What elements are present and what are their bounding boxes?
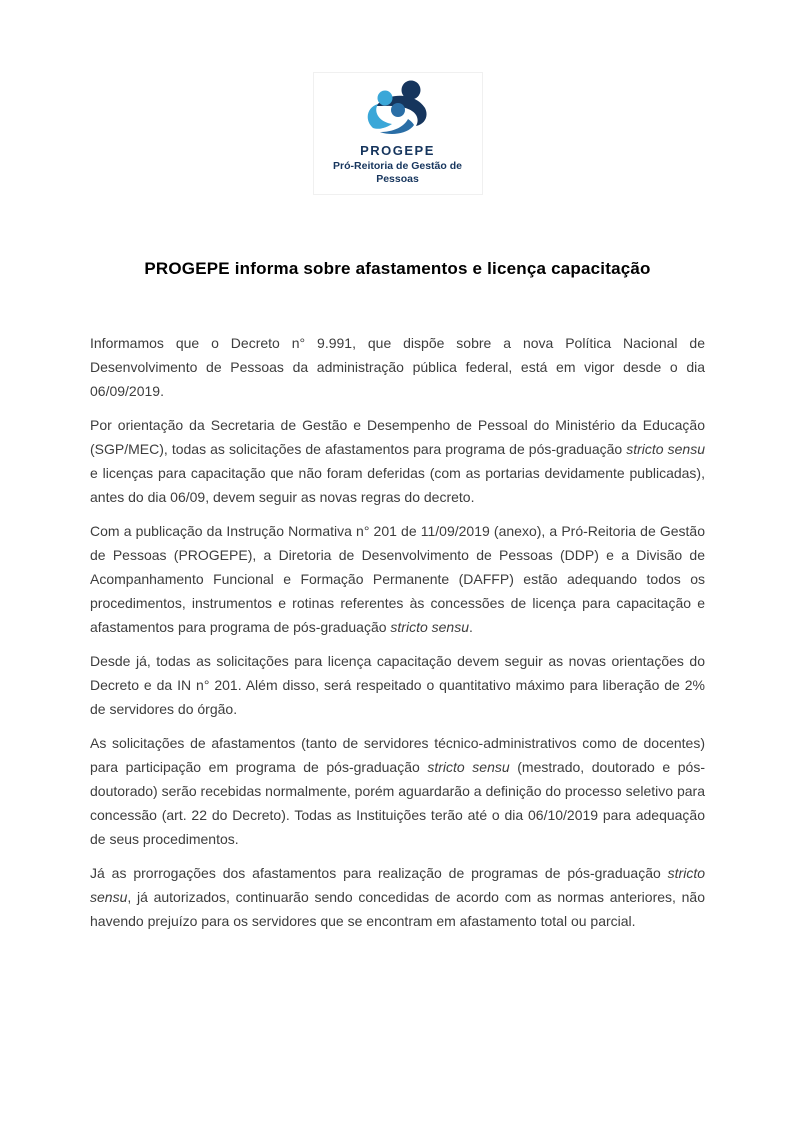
text-run: . <box>469 619 473 635</box>
progepe-logo <box>313 72 483 195</box>
italic-run: stricto sensu <box>427 759 510 775</box>
italic-run: stricto sensu <box>390 619 469 635</box>
paragraph <box>90 861 705 933</box>
document-body <box>90 331 705 933</box>
paragraph <box>90 413 705 509</box>
text-run: e licenças para capacitação que não foram deferidas (com as portarias devidamente publicadas), antes do dia 06/09, devem seguir as novas regras do decreto. <box>90 465 705 505</box>
paragraph <box>90 649 705 721</box>
paragraph <box>90 519 705 639</box>
italic-run: stricto sensu <box>90 865 705 905</box>
text-run: Com a publicação da Instrução Normativa n° 201 de 11/09/2019 (anexo), a Pró-Reitoria de Gestão de Pessoas (PROGEPE), a Diretoria de Desenvolvimento de Pessoas (DDP) e a Divisão de Acompanhamento Funcional e Formação Permanente (DAFFP) estão adequando todos os procedimentos, instrumentos e rotinas referentes às concessões de licença para capacitação e afastamentos para programa de pós-graduação <box>90 523 705 635</box>
italic-run: stricto sensu <box>626 441 705 457</box>
text-run: , já autorizados, continuarão sendo concedidas de acordo com as normas anteriores, não havendo prejuízo para os servidores que se encontram em afastamento total ou parcial. <box>90 889 705 929</box>
paragraph <box>90 331 705 403</box>
logo-subtitle: Pró-Reitoria de Gestão de Pessoas <box>333 160 462 185</box>
paragraph <box>90 731 705 851</box>
text-run: (mestrado, doutorado e pós-doutorado) serão recebidas normalmente, porém aguardarão a definição do processo seletivo para concessão (art. 22 do Decreto). Todas as Instituições terão até o dia 06/10/2019 para adequação de seus procedimentos. <box>90 759 706 847</box>
text-run: Informamos que o Decreto n° 9.991, que dispõe sobre a nova Política Nacional de Desenvolvimento de Pessoas da administração pública federal, está em vigor desde o dia 06/09/2019. <box>90 335 705 399</box>
logo-wordmark: PROGEPE <box>360 143 435 158</box>
text-run: Por orientação da Secretaria de Gestão e Desempenho de Pessoal do Ministério da Educação (SGP/MEC), todas as solicitações de afastamentos para programa de pós-graduação <box>90 417 705 457</box>
text-run: Já as prorrogações dos afastamentos para realização de programas de pós-graduação <box>90 865 668 881</box>
text-run: Desde já, todas as solicitações para licença capacitação devem seguir as novas orientações do Decreto e da IN n° 201. Além disso, será respeitado o quantitativo máximo para liberação de 2% de servidores do órgão. <box>90 653 705 717</box>
text-run: As solicitações de afastamentos (tanto de servidores técnico-administrativos como de docentes) para participação em programa de pós-graduação <box>90 735 705 775</box>
people-group-icon <box>348 79 448 141</box>
page-title: PROGEPE informa sobre afastamentos e licença capacitação <box>144 259 651 278</box>
